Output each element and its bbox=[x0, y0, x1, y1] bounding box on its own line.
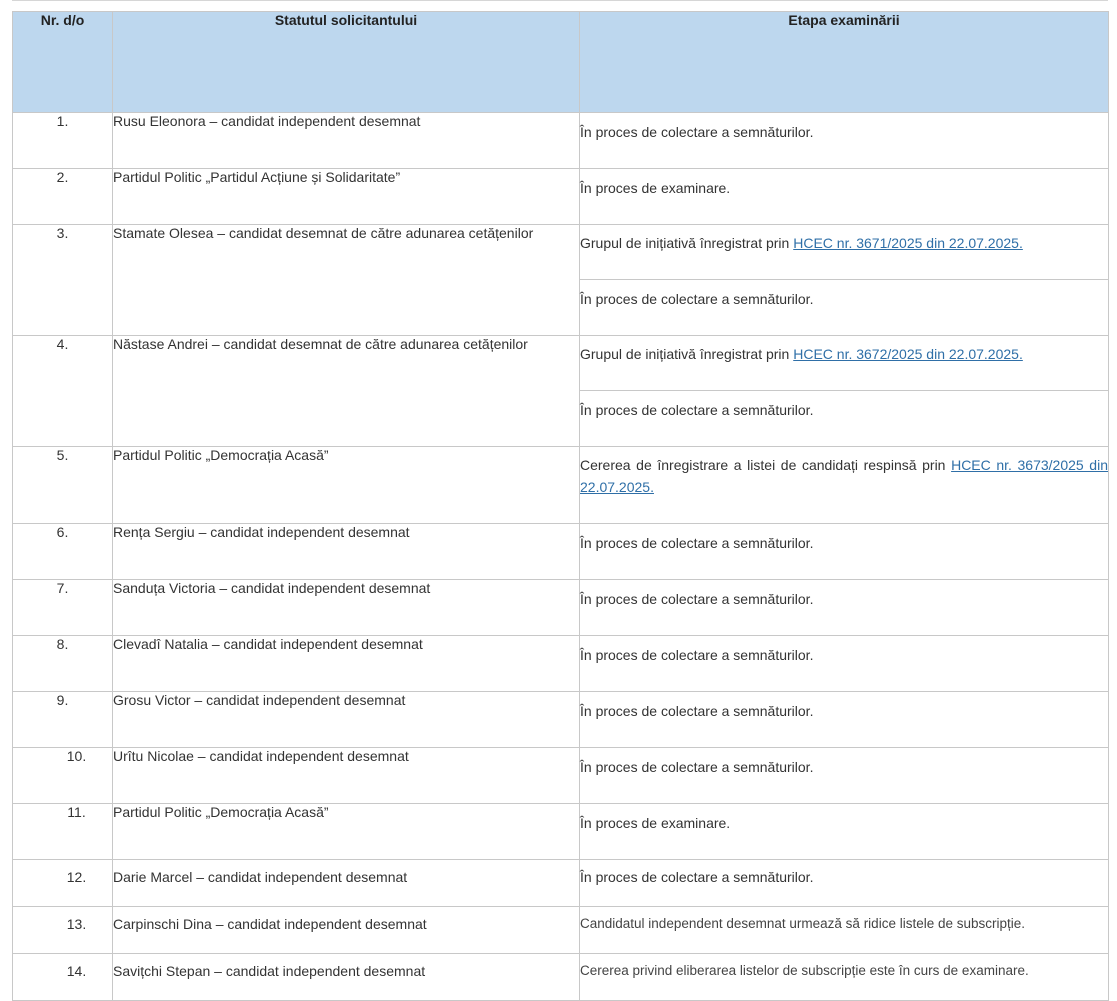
table-row bbox=[13, 524, 1109, 580]
applicant-status: Carpinschi Dina – candidat independent desemnat bbox=[113, 907, 580, 954]
examination-stage bbox=[580, 336, 1109, 391]
applicants-table bbox=[12, 11, 1109, 1001]
examination-stage: În proces de colectare a semnăturilor. bbox=[580, 860, 1109, 907]
row-number: 8. bbox=[13, 636, 113, 692]
table-row bbox=[13, 954, 1109, 1001]
applicant-status: Partidul Politic „Partidul Acțiune și Solidaritate” bbox=[113, 169, 580, 225]
examination-stage: Cererea privind eliberarea listelor de subscripție este în curs de examinare. bbox=[580, 954, 1109, 1001]
row-number: 1. bbox=[13, 113, 113, 169]
stage-text: Grupul de inițiativă înregistrat prin bbox=[580, 235, 794, 251]
row-number: 9. bbox=[13, 692, 113, 748]
hcec-decision-link[interactable]: HCEC nr. 3672/2025 din 22.07.2025. bbox=[793, 346, 1023, 362]
examination-stage: În proces de colectare a semnăturilor. bbox=[580, 580, 1109, 636]
hcec-decision-link[interactable]: HCEC nr. 3673/2025 din 22.07.2025. bbox=[580, 457, 1108, 495]
applicant-status: Sanduța Victoria – candidat independent desemnat bbox=[113, 580, 580, 636]
examination-stage: În proces de examinare. bbox=[580, 804, 1109, 860]
row-number: 2. bbox=[13, 169, 113, 225]
applicant-status: Clevadî Natalia – candidat independent desemnat bbox=[113, 636, 580, 692]
examination-stage: În proces de colectare a semnăturilor. bbox=[580, 113, 1109, 169]
table-row bbox=[13, 225, 1109, 280]
table-row bbox=[13, 447, 1109, 524]
table-header-row bbox=[13, 12, 1109, 113]
examination-stage bbox=[580, 447, 1109, 524]
examination-stage: Candidatul independent desemnat urmează să ridice listele de subscripție. bbox=[580, 907, 1109, 954]
table-row bbox=[13, 860, 1109, 907]
row-number: 6. bbox=[13, 524, 113, 580]
row-number: 4. bbox=[13, 336, 113, 447]
header-status: Statutul solicitantului bbox=[113, 12, 580, 113]
applicant-status: Grosu Victor – candidat independent desemnat bbox=[113, 692, 580, 748]
applicant-status: Darie Marcel – candidat independent desemnat bbox=[113, 860, 580, 907]
table-row bbox=[13, 636, 1109, 692]
table-row bbox=[13, 169, 1109, 225]
applicant-status: Savițchi Stepan – candidat independent desemnat bbox=[113, 954, 580, 1001]
table-row bbox=[13, 692, 1109, 748]
applicant-status: Rusu Eleonora – candidat independent desemnat bbox=[113, 113, 580, 169]
header-stage: Etapa examinării bbox=[580, 12, 1109, 113]
hcec-decision-link[interactable]: HCEC nr. 3671/2025 din 22.07.2025. bbox=[793, 235, 1023, 251]
table-row bbox=[13, 113, 1109, 169]
row-number: 13. bbox=[13, 907, 113, 954]
table-row bbox=[13, 748, 1109, 804]
examination-stage bbox=[580, 225, 1109, 280]
stage-text: Cererea de înregistrare a listei de candidați respinsă prin bbox=[580, 457, 952, 473]
examination-stage: În proces de colectare a semnăturilor. bbox=[580, 391, 1109, 447]
examination-stage: În proces de colectare a semnăturilor. bbox=[580, 748, 1109, 804]
applicant-status: Partidul Politic „Democrația Acasă” bbox=[113, 804, 580, 860]
applicant-status: Urîtu Nicolae – candidat independent desemnat bbox=[113, 748, 580, 804]
applicant-status: Partidul Politic „Democrația Acasă” bbox=[113, 447, 580, 524]
row-number: 7. bbox=[13, 580, 113, 636]
examination-stage: În proces de examinare. bbox=[580, 169, 1109, 225]
table-row bbox=[13, 907, 1109, 954]
applicant-status: Stamate Olesea – candidat desemnat de către adunarea cetățenilor bbox=[113, 225, 580, 336]
row-number: 14. bbox=[13, 954, 113, 1001]
row-number: 11. bbox=[13, 804, 113, 860]
top-divider bbox=[12, 0, 1108, 1]
row-number: 3. bbox=[13, 225, 113, 336]
examination-stage: În proces de colectare a semnăturilor. bbox=[580, 692, 1109, 748]
applicant-status: Năstase Andrei – candidat desemnat de către adunarea cetățenilor bbox=[113, 336, 580, 447]
applicant-status: Rența Sergiu – candidat independent desemnat bbox=[113, 524, 580, 580]
examination-stage: În proces de colectare a semnăturilor. bbox=[580, 636, 1109, 692]
row-number: 10. bbox=[13, 748, 113, 804]
table-row bbox=[13, 804, 1109, 860]
table-row bbox=[13, 580, 1109, 636]
examination-stage: În proces de colectare a semnăturilor. bbox=[580, 524, 1109, 580]
table-row bbox=[13, 336, 1109, 391]
row-number: 12. bbox=[13, 860, 113, 907]
examination-stage: În proces de colectare a semnăturilor. bbox=[580, 280, 1109, 336]
row-number: 5. bbox=[13, 447, 113, 524]
stage-text: Grupul de inițiativă înregistrat prin bbox=[580, 346, 794, 362]
header-nr: Nr. d/o bbox=[13, 12, 113, 113]
